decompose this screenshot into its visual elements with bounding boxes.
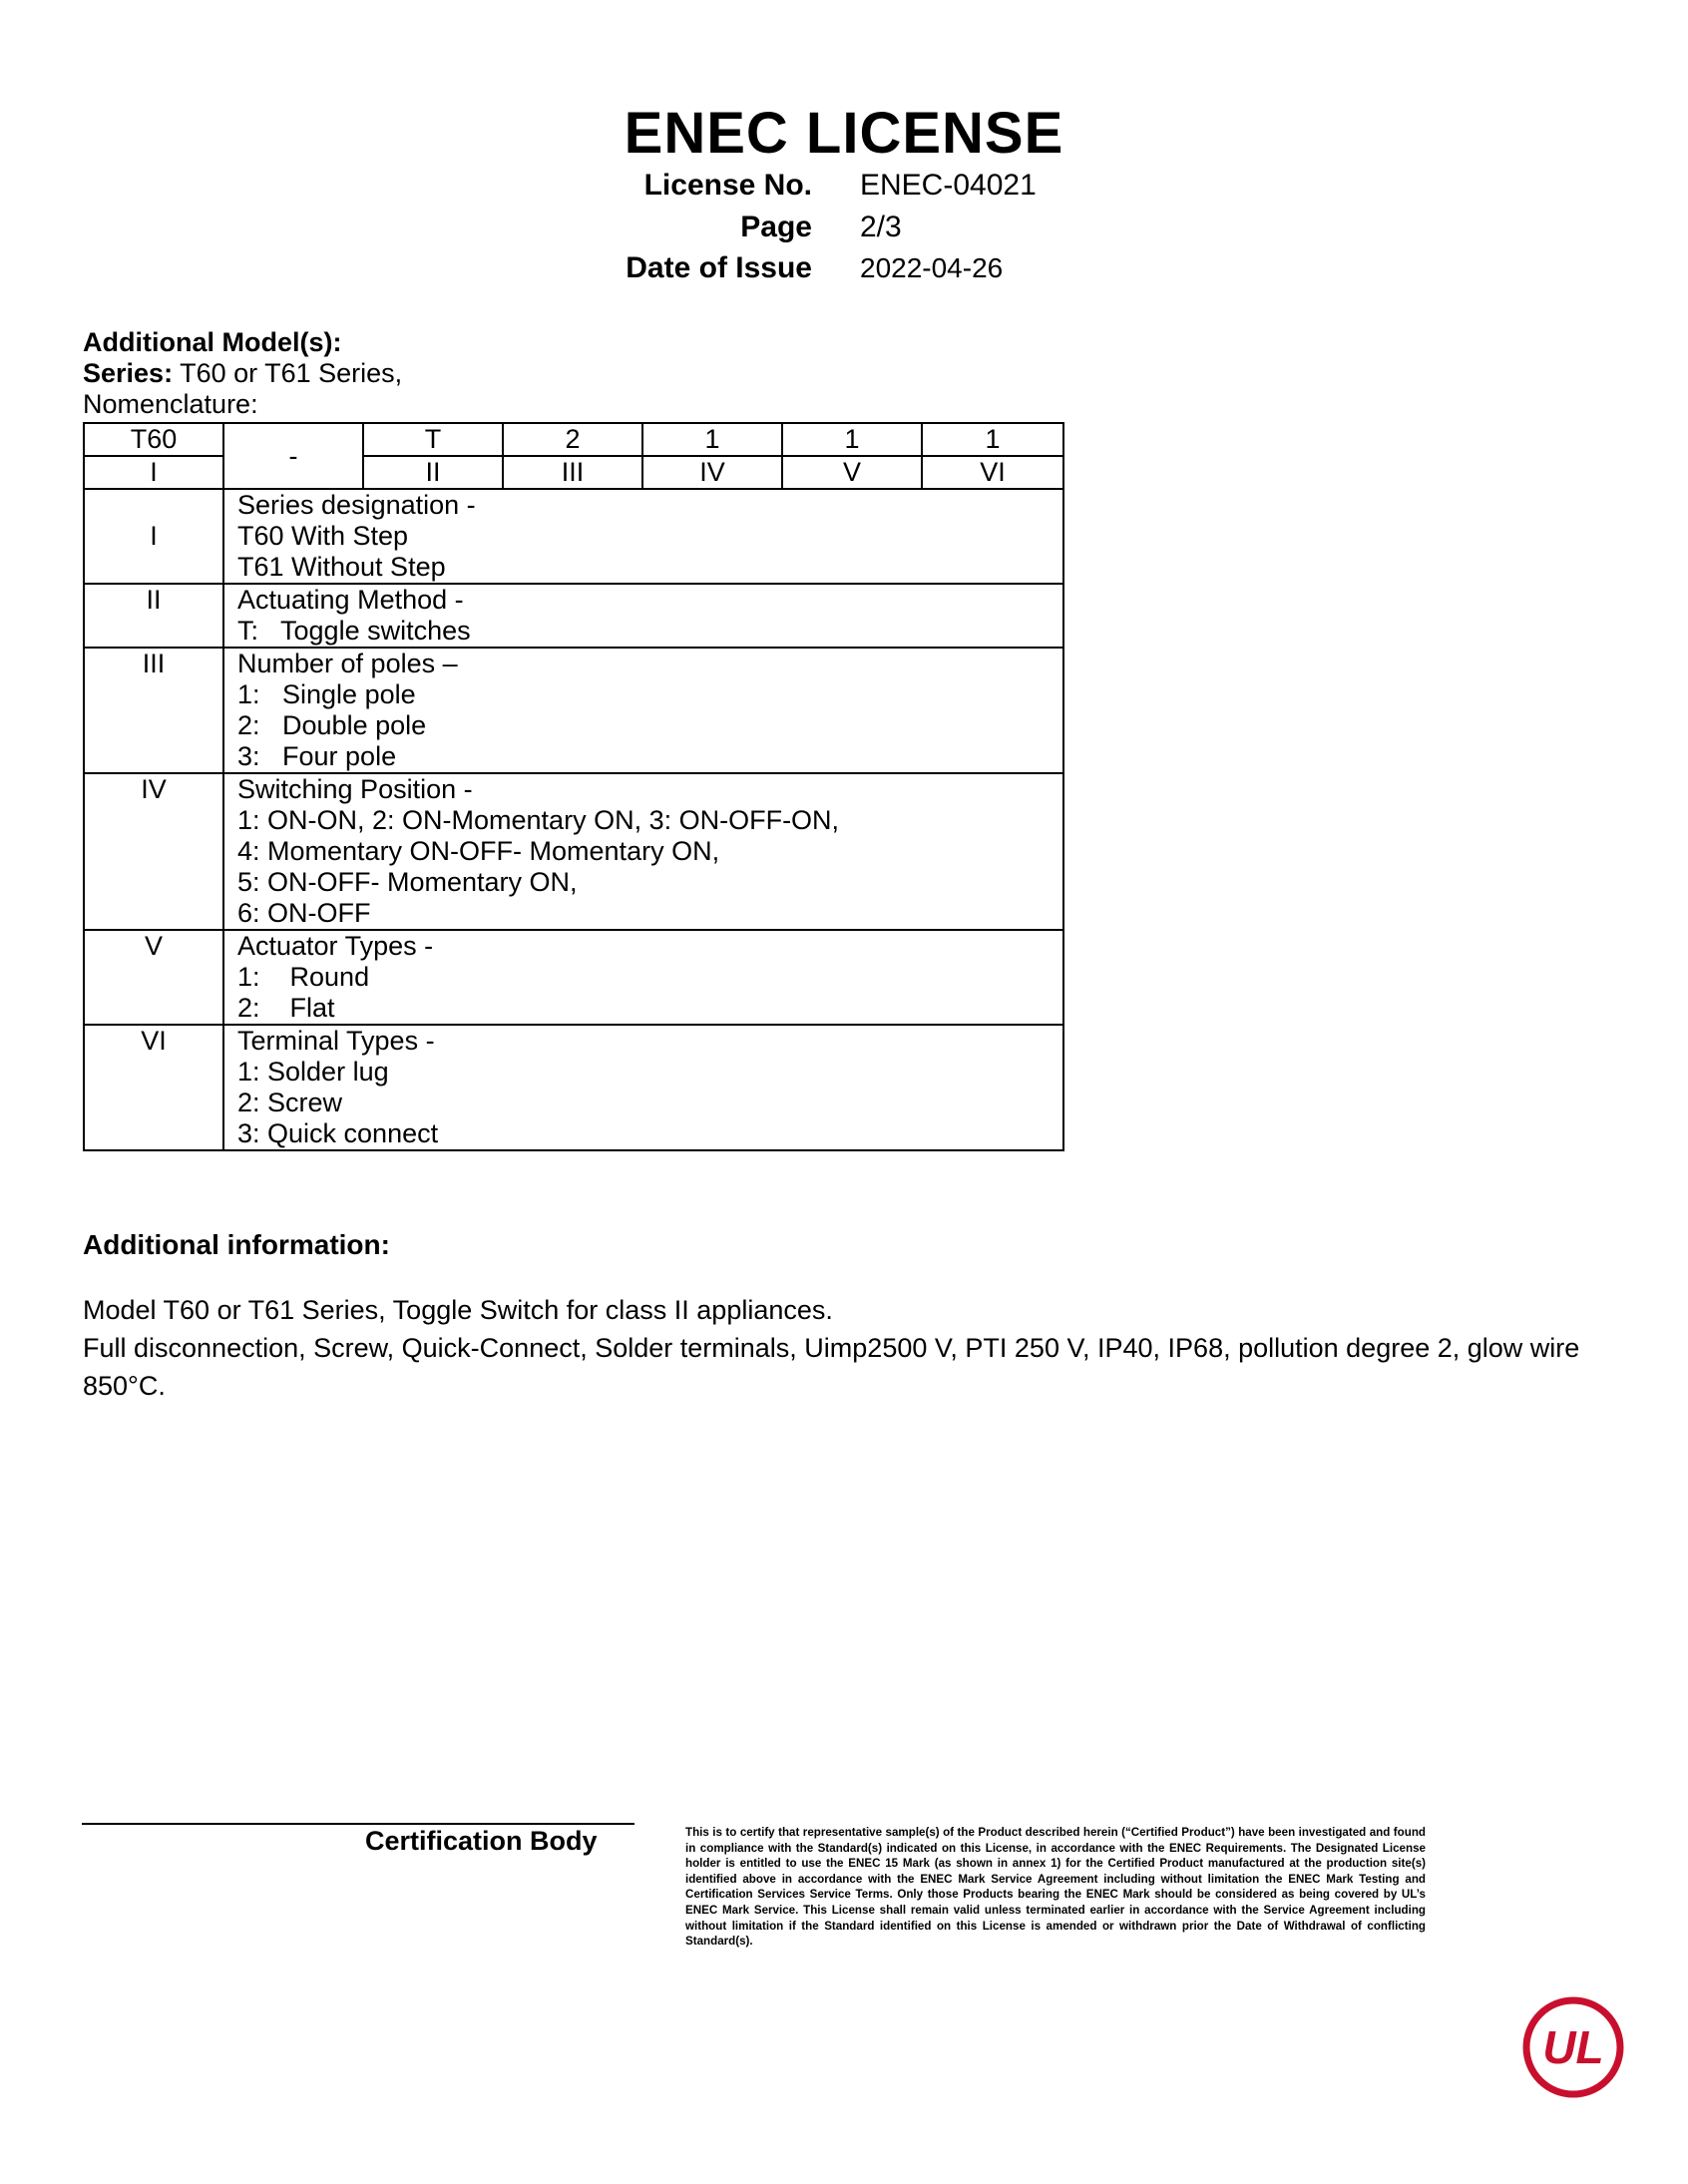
page-row	[0, 208, 1688, 247]
description-line: 3: Four pole	[237, 741, 397, 771]
description-line: Number of poles –	[237, 649, 458, 678]
ul-logo-icon	[1521, 1995, 1625, 2099]
position-cell: VI	[922, 456, 1063, 489]
table-row	[84, 773, 1063, 930]
description-line: 2: Double pole	[237, 710, 427, 740]
row-description	[223, 584, 1063, 648]
code-separator: -	[223, 423, 363, 489]
table-row	[84, 1025, 1063, 1150]
description-line: 4: Momentary ON-OFF- Momentary ON,	[237, 836, 720, 866]
description-line: T: Toggle switches	[237, 616, 471, 646]
models-heading: Additional Model(s):	[83, 327, 342, 357]
models-section	[83, 327, 402, 420]
info-line: Model T60 or T61 Series, Toggle Switch for class II appliances.	[83, 1295, 833, 1325]
nomenclature-table	[83, 422, 1064, 1151]
signature-line	[82, 1823, 634, 1825]
page-label: Page	[740, 211, 812, 243]
position-cell: IV	[642, 456, 782, 489]
row-number: V	[84, 930, 223, 1025]
row-number: IV	[84, 773, 223, 930]
description-line: T61 Without Step	[237, 552, 446, 582]
license-number-value: ENEC-04021	[860, 169, 1037, 202]
code-cell: T60	[84, 423, 223, 456]
nomenclature-label: Nomenclature:	[83, 389, 258, 419]
description-line: Actuator Types -	[237, 931, 434, 961]
row-number: III	[84, 648, 223, 773]
date-label: Date of Issue	[626, 251, 812, 284]
position-cell: V	[782, 456, 922, 489]
position-cell: III	[503, 456, 642, 489]
code-cell: 1	[782, 423, 922, 456]
series-label: Series:	[83, 358, 174, 388]
code-cell: 1	[642, 423, 782, 456]
row-number: I	[84, 489, 223, 584]
description-line: T60 With Step	[237, 521, 409, 551]
series-value: T60 or T61 Series,	[173, 358, 403, 388]
svg-text:UL: UL	[1542, 2021, 1604, 2073]
description-line: 1: Single pole	[237, 679, 416, 709]
info-line: Full disconnection, Screw, Quick-Connect, Solder terminals, Uimp2500 V, PTI 250 V, IP40, IP68, pollution degree 2, glow wire 850°C.	[83, 1333, 1580, 1401]
date-value: 2022-04-26	[860, 252, 1004, 283]
description-line: 2: Flat	[237, 993, 335, 1023]
row-description	[223, 773, 1063, 930]
description-line: 1: Round	[237, 962, 370, 992]
description-line: 1: ON-ON, 2: ON-Momentary ON, 3: ON-OFF-ON,	[237, 805, 840, 835]
additional-info-text	[83, 1291, 1619, 1405]
row-description	[223, 1025, 1063, 1150]
description-line: Actuating Method -	[237, 585, 464, 615]
description-line: 2: Screw	[237, 1088, 343, 1117]
certification-body-label: Certification Body	[365, 1826, 598, 1856]
table-row	[84, 930, 1063, 1025]
page-value: 2/3	[860, 211, 902, 243]
description-line: Series designation -	[237, 490, 476, 520]
table-row	[84, 489, 1063, 584]
certification-statement: This is to certify that representative sample(s) of the Product described herein (“Certified Product”) have been investigated and found in compliance with the Standard(s) indicated on this License, in accordance with the ENEC Requirements. The Designated License holder is entitled to use the ENEC 15 Mark (as shown in annex 1) for the Certified Product manufactured at the production site(s) identified above in accordance with the ENEC Mark Service Agreement including without limitation the ENEC Mark Testing and Certification Services Service Terms. Only those Products bearing the ENEC Mark should be considered as being covered by UL’s ENEC Mark Service. This License shall remain valid unless terminated earlier in accordance with the Service Agreement including without limitation if the Standard identified on this License is amended or withdrawn prior the Date of Withdrawal of conflicting Standard(s).	[685, 1826, 1426, 1949]
table-row	[84, 648, 1063, 773]
description-line: 3: Quick connect	[237, 1118, 439, 1148]
code-cell: 1	[922, 423, 1063, 456]
code-row	[84, 423, 1063, 456]
position-cell: I	[84, 456, 223, 489]
description-line: 5: ON-OFF- Momentary ON,	[237, 867, 578, 897]
position-cell: II	[363, 456, 503, 489]
row-description	[223, 930, 1063, 1025]
row-number: VI	[84, 1025, 223, 1150]
table-row	[84, 584, 1063, 648]
series-line	[83, 358, 402, 389]
additional-info-heading: Additional information:	[83, 1229, 390, 1260]
code-cell: T	[363, 423, 503, 456]
document-title: ENEC LICENSE	[624, 101, 1064, 166]
license-number-label: License No.	[643, 169, 812, 202]
row-number: II	[84, 584, 223, 648]
license-number-row	[0, 166, 1688, 206]
description-line: 1: Solder lug	[237, 1057, 389, 1087]
description-line: Terminal Types -	[237, 1026, 435, 1056]
row-description	[223, 489, 1063, 584]
row-description	[223, 648, 1063, 773]
description-line: 6: ON-OFF	[237, 898, 371, 928]
date-row	[0, 248, 1688, 288]
code-cell: 2	[503, 423, 642, 456]
description-line: Switching Position -	[237, 774, 473, 804]
